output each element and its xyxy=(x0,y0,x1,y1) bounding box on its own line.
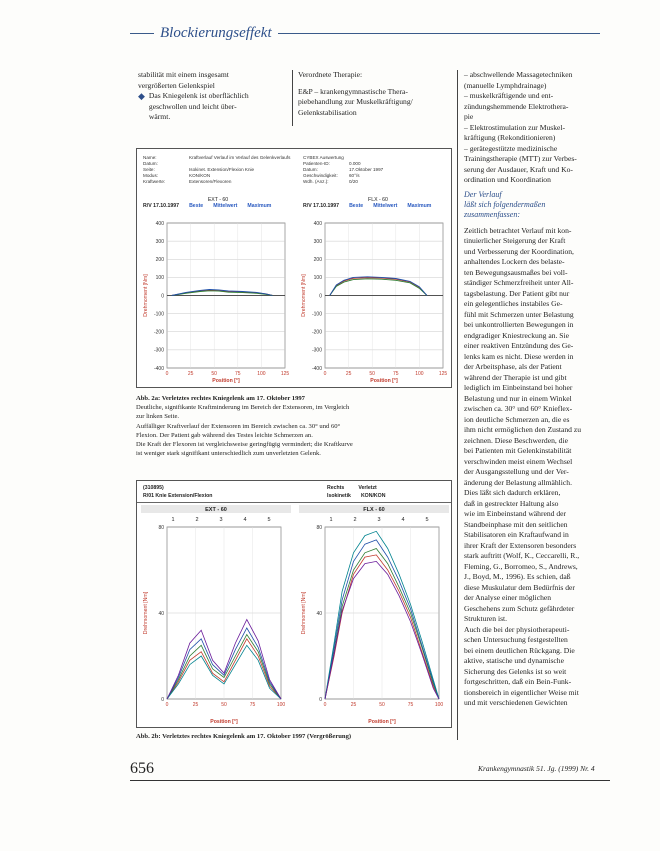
figure-mode-info xyxy=(327,493,385,499)
side-value: Verletzt xyxy=(358,485,377,491)
therapy-list xyxy=(464,70,612,186)
y-axis-label: Drehmoment [Nm] xyxy=(301,274,307,317)
x-tick-label: 0 xyxy=(323,371,327,377)
figure-meta-left xyxy=(143,155,293,185)
meta-key: Name: xyxy=(143,155,157,160)
x-tick-label: 50 xyxy=(369,371,375,377)
x-tick-label: 75 xyxy=(249,702,256,708)
text-line: schen Untersuchung festgestellten xyxy=(464,635,568,644)
text-line: – muskelkräftigende und ent- xyxy=(464,91,554,100)
meta-key: Geschwindigkeit: xyxy=(303,173,338,178)
y-tick-label: 0 xyxy=(161,696,164,703)
y-tick-label: 0 xyxy=(161,293,164,300)
y-tick-label: 200 xyxy=(155,257,164,264)
text-line: anhaltendes Lockern des belaste- xyxy=(464,257,565,266)
text-line: kräftigung (Rekonditionieren) xyxy=(464,133,556,142)
caption-2a xyxy=(136,394,456,458)
therapy-block xyxy=(298,70,448,118)
y-tick-label: -300 xyxy=(153,347,164,354)
text-line: ordination und Koordination xyxy=(464,175,551,184)
mode-label: Isokinetik xyxy=(327,493,351,499)
text-line: geschwollen und leicht über- xyxy=(148,101,237,111)
text-line: Zeitlich betrachtet Verlauf mit kon- xyxy=(464,225,572,235)
x-tick-label: 75 xyxy=(393,371,399,377)
text-line: bei unkontrollierten Bewegungen in xyxy=(464,320,574,329)
y-tick-label: 300 xyxy=(313,238,322,245)
text-line: während der Therapie ist und gibt xyxy=(464,372,567,382)
text-line: zündungshemmende Elektrothera- xyxy=(464,101,569,111)
y-tick-label: 400 xyxy=(313,220,322,227)
y-tick-label: 100 xyxy=(155,275,164,282)
text-line: fortgeschritten, daß ein Bein-Funk- xyxy=(464,677,572,686)
caption-line: Deutliche, signifikante Kraftminderung im Bereich der Extensoren, im Vergleich xyxy=(136,404,350,412)
text-line: bei Patienten mit Gelenkinstabilität xyxy=(464,446,572,455)
y-tick-label: -400 xyxy=(311,365,322,372)
chart-title: EXT - 60 xyxy=(205,507,227,513)
text-line: zeichnen. Diese Beschwerden, die xyxy=(464,435,568,445)
text-line: Sicherung des Gelenks ist so weit xyxy=(464,666,567,676)
text-line: und mit verschiedenen Gewichten xyxy=(464,698,568,707)
meta-value: 0/20 xyxy=(349,179,358,184)
text-line: tagsbelastung. Der Patient gibt nur xyxy=(464,288,570,298)
mode-value: KON/KON xyxy=(360,493,386,499)
column-divider xyxy=(457,70,458,740)
x-tick-label: 100 xyxy=(257,371,266,377)
text-line: Trainingstherapie (MTT) zur Verbes- xyxy=(464,154,577,163)
bullet-item xyxy=(138,91,288,123)
x-axis-label: Position [°] xyxy=(210,719,238,725)
figure-test-name: R/01 Knie Extension/Flexion xyxy=(143,493,213,499)
text-line: ein gelegentliches instabiles Ge- xyxy=(464,299,563,308)
text-line: – Elektrostimulation zur Muskel- xyxy=(464,122,566,132)
meta-row xyxy=(143,179,293,185)
text-line: vergrößerten Gelenkspiel xyxy=(138,80,215,90)
meta-value: 0.000 xyxy=(349,161,361,166)
x-tick-label: 100 xyxy=(415,371,424,377)
legend-mean: Mittelwert xyxy=(373,203,398,209)
y-tick-label: -200 xyxy=(153,329,164,336)
text-line: bei einem deutlichen Rückgang. Die xyxy=(464,645,575,655)
meta-value: KON/KON xyxy=(189,173,211,178)
text-line: der Ausgangsstellung und der Ver- xyxy=(464,467,569,476)
y-tick-label: 400 xyxy=(155,220,164,227)
x-tick-label: 0 xyxy=(165,371,169,377)
meta-key: Datum: xyxy=(143,161,158,166)
running-head xyxy=(130,24,600,42)
text-line: zwischen ca. 30° und 60° Knieflex- xyxy=(464,404,573,413)
caption-body xyxy=(136,403,456,458)
y-tick-label: 80 xyxy=(316,524,322,531)
meta-key: Seite: xyxy=(143,167,155,172)
y-tick-label: 40 xyxy=(316,610,322,617)
y-axis-label: Drehmoment [Nm] xyxy=(143,591,149,635)
right-column-text xyxy=(464,70,612,709)
y-tick-label: 300 xyxy=(155,238,164,245)
text-line: Geschehens zum Schutz gefährdeter xyxy=(464,603,575,613)
text-line: ten Bewegungsausmaßes bei voll- xyxy=(464,267,568,277)
heading-line: Der Verlauf xyxy=(464,189,502,199)
y-tick-label: -400 xyxy=(153,365,164,372)
x-tick-label: 50 xyxy=(221,702,227,708)
text-line: Stabilisatoren ein Kraftaufwand in xyxy=(464,530,569,539)
text-line: lenks kam es nicht. Diese werden in xyxy=(464,351,574,361)
figure-2b xyxy=(136,480,452,728)
text-line: tinuierlicher Steigerung der Kraft xyxy=(464,236,566,245)
text-line: stabilität mit einem insgesamt xyxy=(138,70,229,79)
y-tick-label: 40 xyxy=(158,610,164,617)
rep-number: 1 xyxy=(171,517,175,523)
meta-value: Isokinet. Extension/Flexion Knie xyxy=(189,167,255,172)
y-tick-label: -100 xyxy=(153,311,164,318)
chart-ext-60-overview xyxy=(141,219,291,384)
rep-number: 4 xyxy=(243,517,247,523)
text-line: Das Kniegelenk ist oberflächlich xyxy=(148,91,249,100)
x-axis-label: Position [°] xyxy=(368,719,396,725)
x-tick-label: 75 xyxy=(407,702,414,708)
text-line: wie im Einbeinstand während der xyxy=(464,509,567,518)
rep-number: 3 xyxy=(219,517,223,523)
legend-best: Beste xyxy=(189,203,204,209)
journal-reference: Krankengymnastik 51. Jg. (1999) Nr. 4 xyxy=(478,764,595,773)
caption-line: Flexion. Der Patient gab während des Testes leichte Schmerzen an. xyxy=(136,431,313,439)
header-rule-right xyxy=(278,33,600,34)
legend-best: Beste xyxy=(349,203,364,209)
text-line: ständiger Schmerzfreiheit unter All- xyxy=(464,278,574,287)
text-line: ion deutliche Schmerzen an, die es xyxy=(464,414,570,424)
meta-value: Kraftverlauf Verlauf im Verlauf des Gelenkverlaufs xyxy=(189,155,291,160)
text-line: Belastung und nur in einem Winkel xyxy=(464,393,572,403)
section-title: Blockierungseffekt xyxy=(160,24,272,41)
column-divider xyxy=(292,70,293,126)
caption-2b: Abb. 2b: Verletztes rechtes Kniegelenk am 17. Oktober 1997 (Vergrößerung) xyxy=(136,733,352,740)
y-tick-label: 0 xyxy=(319,293,322,300)
rep-number: 2 xyxy=(195,517,199,523)
y-tick-label: 200 xyxy=(313,257,322,264)
meta-key: Datum: xyxy=(303,167,318,172)
x-tick-label: 50 xyxy=(211,371,217,377)
meta-value: 17.Oktober 1997 xyxy=(349,167,384,172)
caption-title: Abb. 2a: Verletztes rechtes Kniegelenk am 17. Oktober 1997 xyxy=(136,395,305,402)
heading-line: läßt sich folgendermaßen xyxy=(464,199,546,209)
caption-line: Auffälliger Kraftverlauf der Extensoren im Bereich zwischen ca. 30° und 60° xyxy=(136,422,341,430)
meta-key: Kraftwerte: xyxy=(143,179,166,184)
meta-value: Extensoren/Flexoren xyxy=(189,179,232,184)
text-line: Standbeinphase mit den seitlichen xyxy=(464,519,568,529)
side-label: Rechts xyxy=(327,485,345,491)
text-line: ihrer Kraft der Extensoren besonders xyxy=(464,540,577,550)
text-line: piebehandlung zur Muskelkräftigung/ xyxy=(298,97,413,106)
x-tick-label: 50 xyxy=(379,702,385,708)
x-tick-label: 100 xyxy=(434,702,444,708)
header-rule-left xyxy=(130,33,154,34)
x-tick-label: 125 xyxy=(438,371,448,377)
chart-date-label: R/V 17.10.1997 xyxy=(303,203,340,209)
x-tick-label: 125 xyxy=(280,371,290,377)
y-tick-label: 80 xyxy=(158,524,164,531)
chart-header-ext xyxy=(143,197,293,209)
meta-key: Wdh. (Anz.): xyxy=(303,179,329,184)
figure-id: (310895) xyxy=(143,485,164,491)
progress-heading xyxy=(464,190,612,220)
rep-number: 5 xyxy=(267,517,271,523)
text-line: und Verbesserung der Koordination, xyxy=(464,246,574,256)
chart-flx-60-detail xyxy=(299,505,449,725)
x-tick-label: 25 xyxy=(350,702,357,708)
caption-line: Die Kraft der Flexoren ist vergleichsweise geringfügig vermindert; die Kraftkurve xyxy=(136,441,353,449)
text-line: fühl mit Schmerzen unter Belastung xyxy=(464,309,574,319)
text-line: Dies läßt sich dadurch erklären, xyxy=(464,488,561,497)
text-line: E&P – krankengymnastische Thera- xyxy=(298,86,408,96)
y-axis-label: Drehmoment [Nm] xyxy=(301,591,307,635)
y-tick-label: 100 xyxy=(313,275,322,282)
figure-meta-right xyxy=(303,155,443,185)
left-column-text xyxy=(138,70,288,123)
text-line: Auch die bei der physiotherapeuti- xyxy=(464,624,570,634)
text-line: einer reaktiven Entzündung des Ge- xyxy=(464,341,574,350)
text-line: Strukturen ist. xyxy=(464,614,508,623)
legend-max: Maximum xyxy=(247,203,272,209)
footer-rule xyxy=(130,780,610,781)
text-line: Fleming, G., Borromeo, S., Andrews, xyxy=(464,561,578,571)
text-line: wärmt. xyxy=(148,112,171,121)
meta-key: Modus: xyxy=(143,173,159,178)
chart-flx-60-overview xyxy=(299,219,449,384)
figure-rule xyxy=(137,502,451,503)
meta-value: 60°/s xyxy=(349,173,360,178)
text-line: lediglich im Einbeinstand bei hoher xyxy=(464,383,573,392)
x-tick-label: 0 xyxy=(165,702,169,708)
text-line: der Arbeitsphase, als der Patient xyxy=(464,362,562,371)
caption-line: zur linken Seite. xyxy=(136,413,180,421)
chart-header-flx xyxy=(303,197,453,209)
x-axis-label: Position [°] xyxy=(370,378,398,384)
meta-row xyxy=(303,179,443,185)
progress-paragraph xyxy=(464,226,612,709)
meta-key: Patienten-ID: xyxy=(303,161,330,166)
y-tick-label: -200 xyxy=(311,329,322,336)
x-tick-label: 25 xyxy=(345,371,352,377)
text-line: verschwinden meist einem Wechsel xyxy=(464,456,573,466)
y-tick-label: -300 xyxy=(311,347,322,354)
x-tick-label: 75 xyxy=(235,371,241,377)
chart-date-label: R/V 17.10.1997 xyxy=(143,203,180,209)
chart-title: FLX - 60 xyxy=(363,507,385,513)
text-line: daß in gestreckter Haltung also xyxy=(464,498,559,508)
text-line: pie xyxy=(464,112,474,121)
caption-line: ist weniger stark signifikant unterschiedlich zum unverletzten Gelenk. xyxy=(136,450,321,458)
text-line: – gerätegestützte medizinische xyxy=(464,143,558,153)
rep-number: 5 xyxy=(425,517,429,523)
text-line: – abschwellende Massagetechniken xyxy=(464,70,573,79)
text-line: stark auftritt (Wolf, K., Ceccarelli, R., xyxy=(464,551,580,560)
legend-max: Maximum xyxy=(407,203,432,209)
x-tick-label: 25 xyxy=(187,371,194,377)
figure-2a xyxy=(136,148,452,388)
rep-number: 4 xyxy=(401,517,405,523)
heading-line: zusammenfassen: xyxy=(464,209,520,219)
text-line: der Analyse einer möglichen xyxy=(464,593,552,602)
x-tick-label: 0 xyxy=(323,702,327,708)
text-line: aktive, statische und dynamische xyxy=(464,656,564,665)
x-axis-label: Position [°] xyxy=(212,378,240,384)
chart-ext-60-detail xyxy=(141,505,291,725)
text-line: (manuelle Lymphdrainage) xyxy=(464,80,547,90)
text-line: J., Boyd, M., 1996). Es schien, daß xyxy=(464,572,571,581)
bullet-icon: ◆ xyxy=(138,91,145,101)
text-line: tionsbereich in eigentlicher Weise mit xyxy=(464,687,579,697)
text-line: diese Muskulatur dem Bedürfnis der xyxy=(464,582,575,592)
rep-number: 3 xyxy=(377,517,381,523)
chart-subtitle: FLX - 60 xyxy=(368,197,388,203)
y-tick-label: -100 xyxy=(311,311,322,318)
text-line: Gelenkstabilisation xyxy=(298,107,357,117)
chart-subtitle: EXT - 60 xyxy=(207,197,229,203)
therapy-heading: Verordnete Therapie: xyxy=(298,70,363,79)
legend-mean: Mittelwert xyxy=(213,203,238,209)
rep-number: 2 xyxy=(353,517,357,523)
text-line: ihm nicht ermöglichen den Zustand zu xyxy=(464,425,582,434)
page-number: 656 xyxy=(130,760,154,777)
text-line: endgradiger Kniestreckung an. Sie xyxy=(464,330,570,340)
text-line: serung der Ausdauer, Kraft und Ko- xyxy=(464,164,573,174)
text-line: änderung der Belastung allmählich. xyxy=(464,477,572,487)
figure-side-info xyxy=(327,485,377,491)
x-tick-label: 25 xyxy=(192,702,199,708)
y-tick-label: 0 xyxy=(319,696,322,703)
y-axis-label: Drehmoment [Nm] xyxy=(143,274,149,317)
meta-key: CYBEX Auswertung xyxy=(303,155,344,160)
x-tick-label: 100 xyxy=(276,702,286,708)
rep-number: 1 xyxy=(329,517,333,523)
